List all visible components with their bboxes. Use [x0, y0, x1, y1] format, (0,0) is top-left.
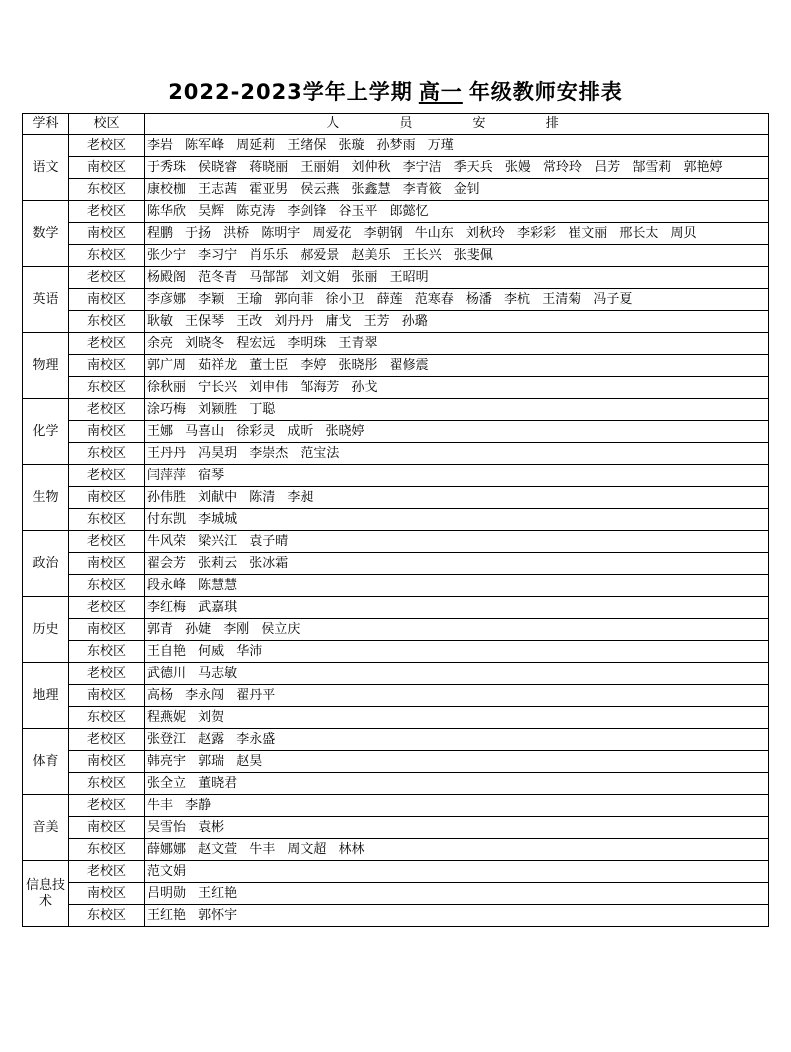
campus-cell: 南校区 — [69, 685, 145, 707]
campus-cell: 老校区 — [69, 861, 145, 883]
title-suffix: 年级教师安排表 — [468, 80, 623, 104]
campus-cell: 东校区 — [69, 377, 145, 399]
campus-cell: 东校区 — [69, 707, 145, 729]
page-title — [0, 76, 791, 106]
campus-cell: 东校区 — [69, 839, 145, 861]
campus-cell: 东校区 — [69, 179, 145, 201]
table-row — [23, 267, 769, 289]
campus-cell: 老校区 — [69, 399, 145, 421]
people-cell: 李岩 陈军峰 周延莉 王绪保 张璇 孙梦雨 万瑾 — [145, 135, 769, 157]
people-cell: 翟会芳 张莉云 张冰霜 — [145, 553, 769, 575]
header-campus: 校区 — [69, 114, 145, 135]
title-grade: 高一 — [418, 80, 463, 104]
title-prefix: 2022-2023学年上学期 — [168, 80, 413, 104]
table-row — [23, 575, 769, 597]
subject-cell: 政治 — [23, 531, 69, 597]
table-row — [23, 641, 769, 663]
people-cell: 李彦娜 李颖 王瑜 郭向菲 徐小卫 薛莲 范寒春 杨潘 李杭 王清菊 冯子夏 — [145, 289, 769, 311]
people-cell: 余亮 刘晓冬 程宏远 李明珠 王青翠 — [145, 333, 769, 355]
campus-cell: 南校区 — [69, 421, 145, 443]
campus-cell: 东校区 — [69, 443, 145, 465]
table-row — [23, 201, 769, 223]
campus-cell: 老校区 — [69, 663, 145, 685]
people-cell: 张全立 董晓君 — [145, 773, 769, 795]
header-subject: 学科 — [23, 114, 69, 135]
table-row — [23, 751, 769, 773]
people-cell: 牛风荣 梁兴江 袁子晴 — [145, 531, 769, 553]
table-row — [23, 223, 769, 245]
subject-cell: 音美 — [23, 795, 69, 861]
people-cell: 郭青 孙婕 李刚 侯立庆 — [145, 619, 769, 641]
people-cell: 吴雪怡 袁彬 — [145, 817, 769, 839]
subject-cell: 数学 — [23, 201, 69, 267]
campus-cell: 南校区 — [69, 883, 145, 905]
header-row — [23, 114, 769, 135]
people-cell: 闫萍萍 宿琴 — [145, 465, 769, 487]
table-row — [23, 355, 769, 377]
table-row — [23, 729, 769, 751]
people-cell: 王丹丹 冯昊玥 李崇杰 范宝法 — [145, 443, 769, 465]
subject-cell: 英语 — [23, 267, 69, 333]
people-cell: 付东凯 李城城 — [145, 509, 769, 531]
people-cell: 段永峰 陈慧慧 — [145, 575, 769, 597]
people-cell: 于秀珠 侯晓睿 蒋晓丽 王丽娟 刘仲秋 李宁洁 季天兵 张嫚 常玲玲 吕芳 郜雪莉 郭艳婷 — [145, 157, 769, 179]
people-cell: 武德川 马志敏 — [145, 663, 769, 685]
people-cell: 徐秋丽 宁长兴 刘申伟 邹海芳 孙戈 — [145, 377, 769, 399]
people-cell: 程燕妮 刘贺 — [145, 707, 769, 729]
table-row — [23, 905, 769, 927]
table-row — [23, 333, 769, 355]
subject-cell: 物理 — [23, 333, 69, 399]
table-row — [23, 399, 769, 421]
people-cell: 康校枷 王志茜 霍亚男 侯云燕 张鑫慧 李青筱 金钊 — [145, 179, 769, 201]
campus-cell: 老校区 — [69, 135, 145, 157]
campus-cell: 南校区 — [69, 157, 145, 179]
table-row — [23, 619, 769, 641]
table-row — [23, 839, 769, 861]
people-cell: 范文娟 — [145, 861, 769, 883]
table-body — [23, 135, 769, 927]
people-cell: 郭广周 茹祥龙 董士臣 李婷 张晓彤 翟修震 — [145, 355, 769, 377]
table-row — [23, 861, 769, 883]
people-cell: 涂巧梅 刘颍胜 丁聪 — [145, 399, 769, 421]
campus-cell: 南校区 — [69, 553, 145, 575]
people-cell: 程鹏 于扬 洪桥 陈明宇 周爱花 李朝钢 牛山东 刘秋玲 李彩彩 崔文丽 邢长太 周贝 — [145, 223, 769, 245]
table-row — [23, 531, 769, 553]
people-cell: 牛丰 李静 — [145, 795, 769, 817]
table-row — [23, 311, 769, 333]
table-row — [23, 597, 769, 619]
people-cell: 耿敏 王保琴 王改 刘丹丹 庸戈 王芳 孙璐 — [145, 311, 769, 333]
table-row — [23, 707, 769, 729]
table-row — [23, 509, 769, 531]
campus-cell: 老校区 — [69, 531, 145, 553]
table-row — [23, 179, 769, 201]
table-row — [23, 443, 769, 465]
table-row — [23, 465, 769, 487]
table-row — [23, 157, 769, 179]
table-row — [23, 487, 769, 509]
people-cell: 孙伟胜 刘献中 陈清 李昶 — [145, 487, 769, 509]
people-cell: 高杨 李永闯 翟丹平 — [145, 685, 769, 707]
people-cell: 陈华欣 吴辉 陈克涛 李剑锋 谷玉平 郎懿忆 — [145, 201, 769, 223]
subject-cell: 地理 — [23, 663, 69, 729]
campus-cell: 东校区 — [69, 641, 145, 663]
table-row — [23, 795, 769, 817]
table-row — [23, 421, 769, 443]
people-cell: 韩亮宇 郭瑞 赵昊 — [145, 751, 769, 773]
campus-cell: 东校区 — [69, 245, 145, 267]
subject-cell: 信息技术 — [23, 861, 69, 927]
subject-cell: 历史 — [23, 597, 69, 663]
people-cell: 张少宁 李习宁 肖乐乐 郝爱景 赵美乐 王长兴 张斐佩 — [145, 245, 769, 267]
people-cell: 李红梅 武嘉琪 — [145, 597, 769, 619]
table-row — [23, 553, 769, 575]
campus-cell: 东校区 — [69, 311, 145, 333]
campus-cell: 南校区 — [69, 751, 145, 773]
campus-cell: 东校区 — [69, 575, 145, 597]
campus-cell: 老校区 — [69, 795, 145, 817]
table-row — [23, 289, 769, 311]
people-cell: 张登江 赵露 李永盛 — [145, 729, 769, 751]
people-cell: 王自艳 何威 华沛 — [145, 641, 769, 663]
campus-cell: 南校区 — [69, 817, 145, 839]
people-cell: 杨殿阁 范冬青 马郜郜 刘文娟 张丽 王昭明 — [145, 267, 769, 289]
people-cell: 王娜 马喜山 徐彩灵 成昕 张晓婷 — [145, 421, 769, 443]
campus-cell: 老校区 — [69, 729, 145, 751]
table-row — [23, 817, 769, 839]
campus-cell: 南校区 — [69, 619, 145, 641]
table-row — [23, 663, 769, 685]
subject-cell: 体育 — [23, 729, 69, 795]
campus-cell: 南校区 — [69, 289, 145, 311]
campus-cell: 南校区 — [69, 223, 145, 245]
campus-cell: 南校区 — [69, 487, 145, 509]
people-cell: 薛娜娜 赵文萱 牛丰 周文超 林林 — [145, 839, 769, 861]
table-row — [23, 135, 769, 157]
subject-cell: 语文 — [23, 135, 69, 201]
campus-cell: 东校区 — [69, 905, 145, 927]
campus-cell: 老校区 — [69, 201, 145, 223]
people-cell: 王红艳 郭怀宇 — [145, 905, 769, 927]
subject-cell: 化学 — [23, 399, 69, 465]
table-row — [23, 883, 769, 905]
table-row — [23, 773, 769, 795]
teacher-schedule-table — [22, 113, 769, 927]
header-people: 人 员 安 排 — [145, 114, 769, 135]
table-row — [23, 685, 769, 707]
campus-cell: 南校区 — [69, 355, 145, 377]
campus-cell: 老校区 — [69, 597, 145, 619]
campus-cell: 老校区 — [69, 465, 145, 487]
table-row — [23, 377, 769, 399]
subject-cell: 生物 — [23, 465, 69, 531]
table-row — [23, 245, 769, 267]
campus-cell: 老校区 — [69, 267, 145, 289]
people-cell: 吕明勋 王红艳 — [145, 883, 769, 905]
campus-cell: 东校区 — [69, 773, 145, 795]
campus-cell: 老校区 — [69, 333, 145, 355]
campus-cell: 东校区 — [69, 509, 145, 531]
